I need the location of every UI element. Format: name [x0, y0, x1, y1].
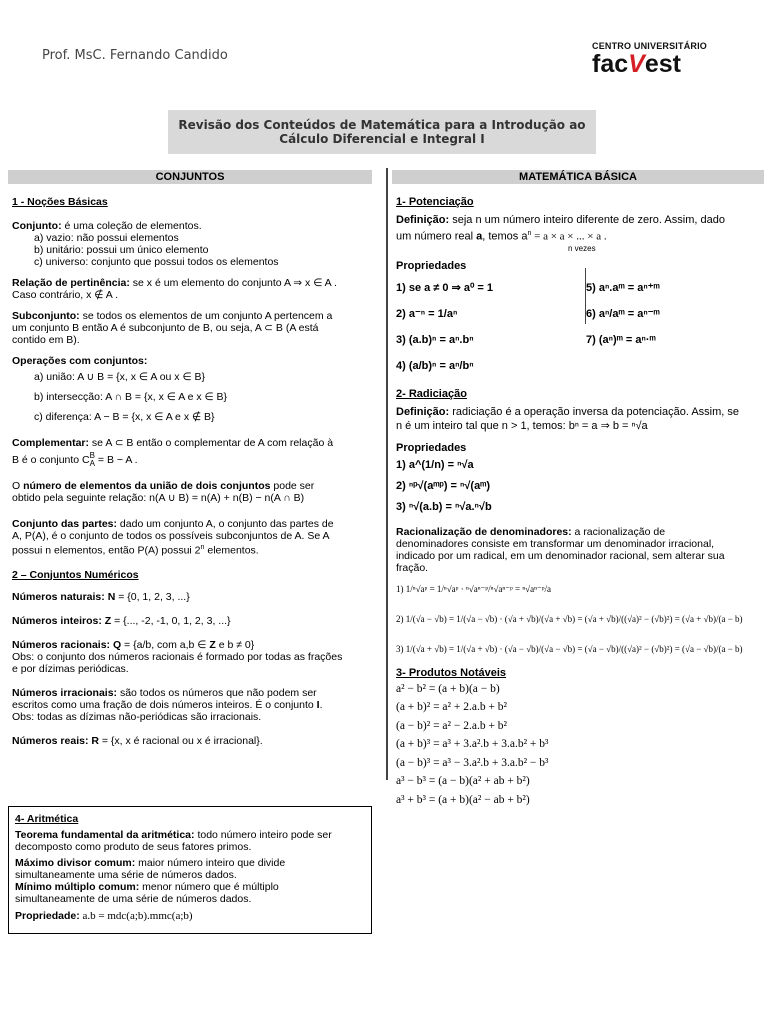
irracionais-line2: escritos como uma fração de dois números inteiros. É o conjunto I. [12, 698, 323, 711]
pot-props [396, 275, 766, 379]
mdc-def: Máximo divisor comum: maior número inteiro que divide [15, 857, 286, 869]
list-item: c) diferença: A − B = {x, x ∈ A e x ∉ B} [34, 411, 215, 423]
title-line-1: Revisão dos Conteúdos de Matemática para a Introdução ao [178, 118, 586, 132]
irracionais-def: Números irracionais: são todos os números que não podem ser [12, 686, 317, 699]
naturais-def: Números naturais: N = {0, 1, 2, 3, ...} [12, 590, 190, 603]
pertinencia-line2: Caso contrário, x ∉ A . [12, 289, 119, 301]
arithmetic-box [8, 806, 372, 934]
properties-separator [585, 268, 586, 324]
list-item: 1) a^(1/n) = ⁿ√a [396, 458, 474, 471]
uniao-def: O número de elementos da união de dois conjuntos pode ser [12, 480, 315, 492]
list-item: 2) 1/(√a − √b) = 1/(√a − √b) · (√a + √b)/(√a + √b) = (√a + √b)/((√a)² − (√b)²) = (√a + √b)/(a − b) [396, 613, 743, 624]
list-item: 6) aⁿ/aᵐ = aⁿ⁻ᵐ [586, 307, 660, 320]
operacoes-items [12, 367, 374, 427]
logo-top-text: CENTRO UNIVERSITÁRIO [592, 41, 708, 51]
operacoes-title: Operações com conjuntos: [12, 355, 148, 367]
author-name: Prof. MsC. Fernando Candido [42, 48, 228, 63]
title-line-2: Cálculo Diferencial e Integral I [279, 132, 485, 146]
left-column [12, 196, 374, 747]
list-item: 3) 1/(√a + √b) = 1/(√a + √b) · (√a − √b)/(√a − √b) = (√a − √b)/((√a)² − (√b)²) = (√a − √b)/(a − b) [396, 643, 743, 654]
notaveis-title: 3- Produtos Notáveis [396, 666, 507, 679]
rad-def-line2: n é um inteiro tal que n > 1, temos: bⁿ = a ⇒ b = ⁿ√a [396, 419, 648, 432]
partes-line3: possui n elementos, então P(A) possui 2$^n$ elementos. [12, 544, 259, 557]
complementar-line2: B é o conjunto C B A = B − A . [12, 451, 138, 468]
racion-line3: indicado por um radical, em um denominador racional, sem alterar sua [396, 549, 725, 562]
mmc-line2: simultaneamente de uma série de números dados. [15, 893, 252, 905]
reais-def: Números reais: R = {x, x é racional ou x é irracional}. [12, 734, 263, 747]
racion-line2: denominadores consiste em transformar um denominador irracional, [396, 537, 715, 550]
logo-part-b: est [644, 50, 681, 78]
list-item: 1) 1/ⁿ√aᵖ = 1/ⁿ√aᵖ · ⁿ√aⁿ⁻ᵖ/ⁿ√aⁿ⁻ᵖ = ⁿ√aⁿ⁻ᵖ/a [396, 583, 551, 594]
list-item: a) vazio: não possui elementos [34, 232, 179, 244]
facvest-logo [592, 41, 708, 87]
radiciacao-title: 2- Radiciação [396, 387, 467, 400]
list-item: b) unitário: possui um único elemento [34, 244, 209, 256]
rad-def: Definição: radiciação é a operação inversa da potenciação. Assim, se [396, 405, 740, 418]
complementar-def: Complementar: se A ⊂ B então o complementar de A com relação à [12, 437, 334, 449]
teorema-def: Teorema fundamental da aritmética: todo número inteiro pode ser [15, 829, 332, 841]
list-item: 4) (a/b)ⁿ = aⁿ/bⁿ [396, 359, 474, 372]
list-item: a³ − b³ = (a − b)(a² + ab + b²) [396, 775, 530, 788]
right-column [396, 195, 766, 809]
conjunto-items [12, 232, 374, 268]
partes-def: Conjunto das partes: dado um conjunto A, o conjunto das partes de [12, 518, 334, 530]
uniao-line2: obtido pela seguinte relação: n(A ∪ B) = n(A) + n(B) − n(A ∩ B) [12, 492, 305, 504]
pot-props-left [396, 275, 586, 379]
racionalizacao-def: Racionalização de denominadores: a racionalização de [396, 525, 666, 538]
rad-props [396, 455, 766, 518]
inteiros-def: Números inteiros: Z = {..., -2, -1, 0, 1, 2, 3, ...} [12, 614, 231, 627]
logo-wordmark [592, 51, 708, 77]
list-item: (a + b)² = a² + 2.a.b + b² [396, 701, 508, 714]
list-item: (a − b)³ = a³ − 3.a².b + 3.a.b² − b³ [396, 756, 549, 769]
potenciacao-title: 1- Potenciação [396, 196, 474, 208]
pot-prop-title: Propriedades [396, 259, 467, 272]
racionais-obs2: e por dízimas periódicas. [12, 662, 129, 675]
racion-items [396, 574, 766, 664]
pertinencia-def: Relação de pertinência: se x é um elemento do conjunto A ⇒ x ∈ A . [12, 277, 337, 289]
list-item: 7) (aⁿ)ᵐ = aⁿ·ᵐ [586, 333, 656, 346]
list-item: c) universo: conjunto que possui todos os elementos [34, 256, 279, 268]
list-item: b) intersecção: A ∩ B = {x, x ∈ A e x ∈ B} [34, 391, 228, 403]
pot-def-line2: um número real a, temos $a^n = a \times a$ × ... × a . [396, 230, 607, 243]
numericos-title: 2 – Conjuntos Numéricos [12, 568, 139, 581]
pot-def-underbrace: n vezes [568, 243, 596, 253]
nocoes-title: 1 - Noções Básicas [12, 196, 108, 208]
subconjunto-line2: um conjunto B então A é subconjunto de B, ou seja, A ⊂ B (A está [12, 322, 319, 334]
irracionais-obs: Obs: todas as dízimas não-periódicas são irracionais. [12, 710, 262, 723]
teorema-line2: decomposto como produto de seus fatores primos. [15, 841, 252, 853]
pot-def: Definição: seja n um número inteiro diferente de zero. Assim, dado [396, 214, 725, 226]
list-item: 5) aⁿ.aᵐ = aⁿ⁺ᵐ [586, 281, 660, 294]
pot-props-right [586, 275, 768, 379]
list-item: 1) se a ≠ 0 ⇒ a⁰ = 1 [396, 281, 494, 294]
list-item: 2) ⁿᵖ√(aᵐᵖ) = ⁿ√(aᵐ) [396, 479, 491, 492]
subconjunto-def: Subconjunto: se todos os elementos de um conjunto A pertencem a [12, 310, 333, 322]
mmc-def: Mínimo múltiplo comum: menor número que é múltiplo [15, 881, 279, 893]
logo-part-a: fac [592, 50, 629, 78]
list-item: a³ + b³ = (a + b)(a² − ab + b²) [396, 793, 530, 806]
list-item: 3) ⁿ√(a.b) = ⁿ√a.ⁿ√b [396, 500, 492, 513]
logo-check-mark: V [628, 50, 645, 78]
title-banner [168, 110, 596, 154]
racion-line4: fração. [396, 561, 429, 574]
conjunto-def: Conjunto: é uma coleção de elementos. [12, 220, 202, 232]
notaveis-list [396, 680, 766, 810]
section-header-matematica-basica: MATEMÁTICA BÁSICA [392, 170, 764, 184]
section-header-conjuntos: CONJUNTOS [8, 170, 372, 184]
list-item: 3) (a.b)ⁿ = aⁿ.bⁿ [396, 333, 474, 346]
arith-title: 4- Aritmética [15, 813, 79, 825]
racionais-def: Números racionais: Q = {a/b, com a,b ∈ Z e b ≠ 0} [12, 638, 255, 651]
list-item: a) união: A ∪ B = {x, x ∈ A ou x ∈ B} [34, 371, 206, 383]
column-divider [386, 168, 388, 780]
list-item: 2) a⁻ⁿ = 1/aⁿ [396, 307, 458, 320]
mdc-line2: simultaneamente uma série de números dados. [15, 869, 237, 881]
racionais-obs1: Obs: o conjunto dos números racionais é formado por todas as frações [12, 650, 343, 663]
subconjunto-line3: contido em B). [12, 334, 80, 346]
propriedade-def: Propriedade: a.b = mdc(a;b).mmc(a;b) [15, 910, 193, 922]
list-item: (a − b)² = a² − 2.a.b + b² [396, 719, 508, 732]
partes-line2: A, P(A), é o conjunto de todos os possíveis subconjuntos de A. Se A [12, 530, 330, 542]
list-item: (a + b)³ = a³ + 3.a².b + 3.a.b² + b³ [396, 738, 549, 751]
list-item: a² − b² = (a + b)(a − b) [396, 682, 500, 695]
rad-prop-title: Propriedades [396, 441, 467, 454]
